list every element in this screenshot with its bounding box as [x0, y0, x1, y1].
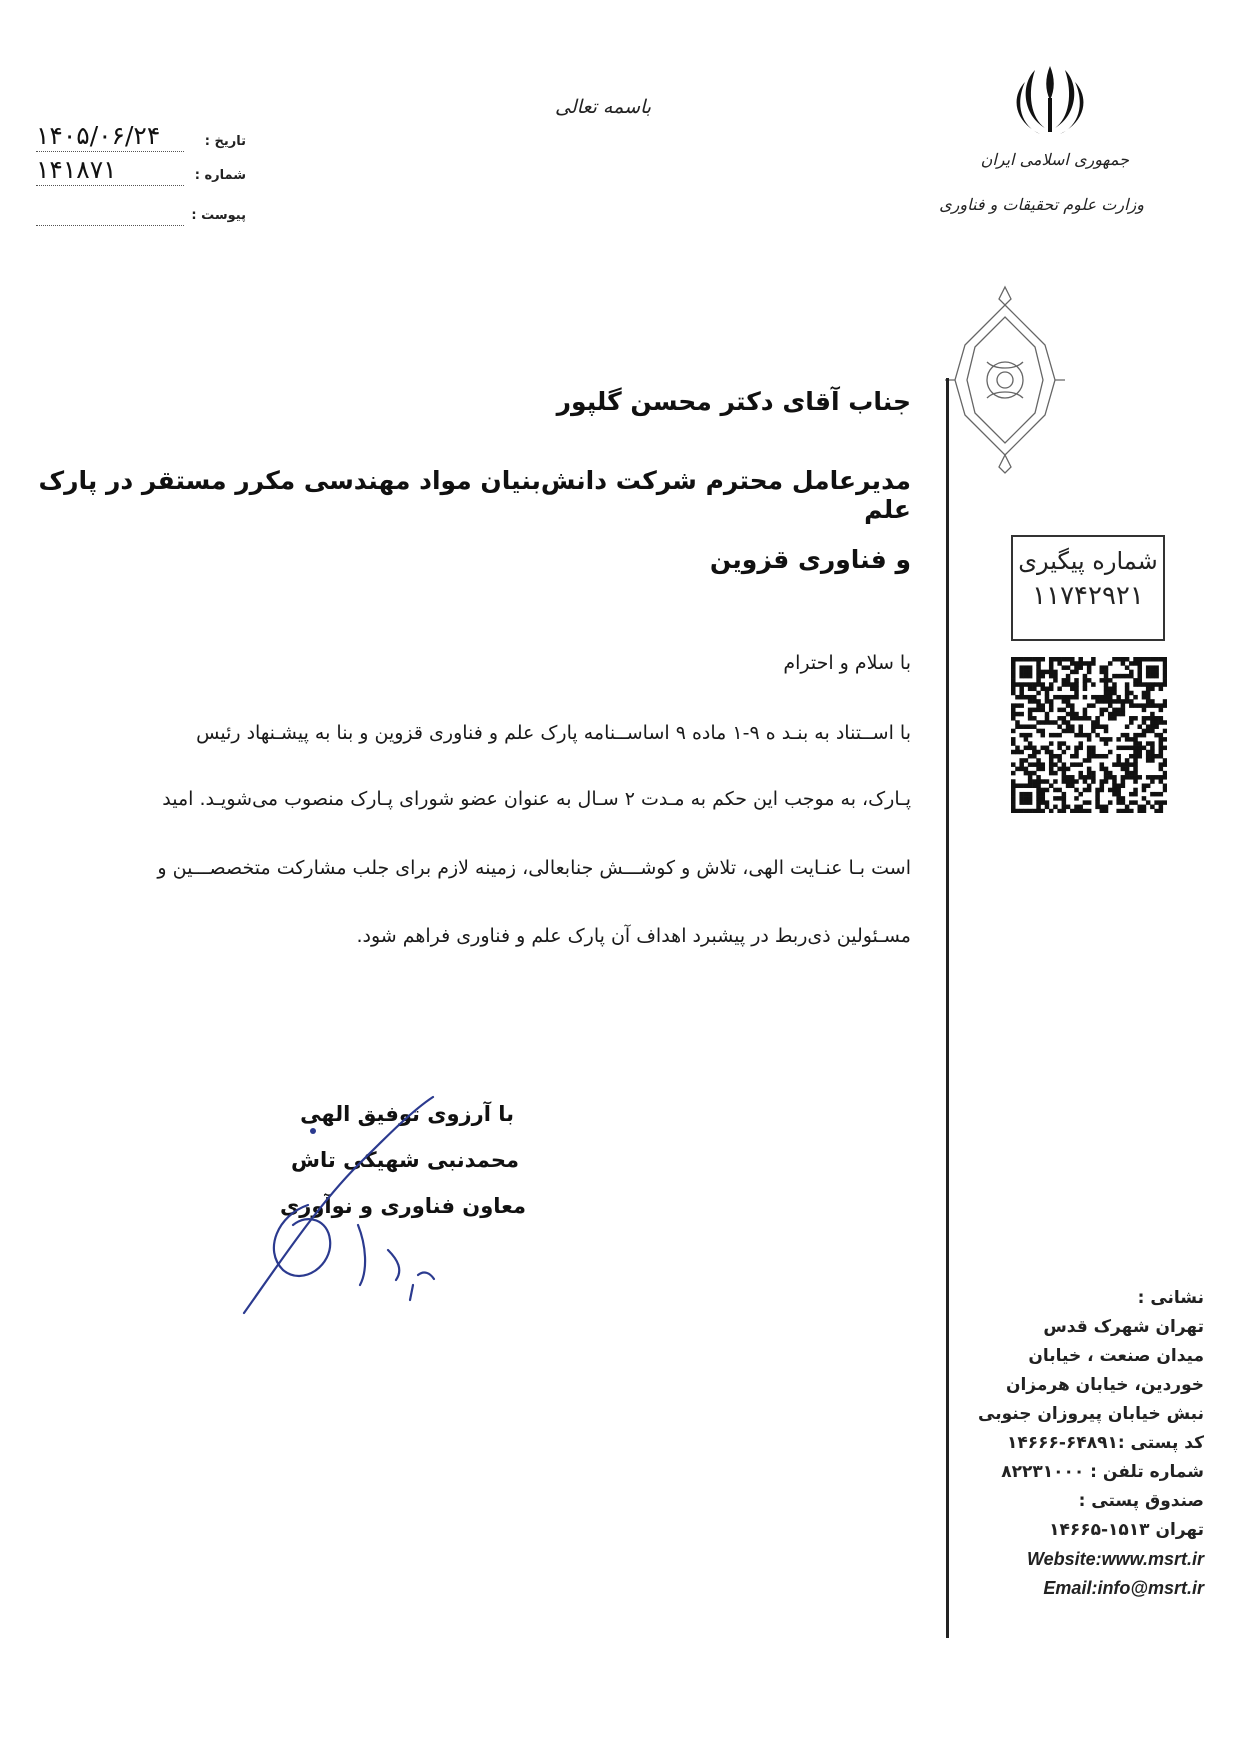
republic-title: جمهوری اسلامی ایران	[980, 150, 1129, 169]
number-value: ۱۴۱۸۷۱	[36, 155, 117, 184]
date-label: تاریخ :	[204, 134, 246, 149]
ornament-icon	[945, 285, 1065, 475]
tracking-label: شماره پیگیری	[1018, 547, 1158, 575]
phone-number: شماره تلفن : ۸۲۲۳۱۰۰۰	[1001, 1462, 1204, 1482]
attachment-label: پیوست :	[191, 208, 246, 223]
body-line: مسـئولین ذی‌ربط در پیشبرد اهداف آن پارک علم و فناوری فراهم شود.	[356, 925, 911, 947]
body-line: با اســتناد به بنـد ه ۹-۱ ماده ۹ اساســنامه پارک علم و فناوری قزوین و بنا به پیشـنهاد رئیس	[196, 722, 911, 744]
address-line: نبش خیابان پیروزان جنوبی	[978, 1404, 1204, 1424]
address-label: نشانی :	[1137, 1288, 1204, 1308]
address-line: خوردین، خیابان هرمزان	[1005, 1375, 1204, 1395]
website-link[interactable]: Website:www.msrt.ir	[1026, 1549, 1204, 1569]
email-link[interactable]: Email:info@msrt.ir	[1043, 1578, 1204, 1598]
signatory-name: محمدنبی شهیکی تاش	[291, 1148, 519, 1172]
recipient-title-line2: و فناوری قزوین	[709, 545, 911, 574]
pobox-label: صندوق پستی :	[1078, 1491, 1204, 1511]
ministry-title: وزارت علوم تحقیقات و فناوری	[939, 195, 1144, 214]
attachment-row	[36, 200, 246, 230]
tracking-box	[1011, 535, 1165, 641]
number-line	[36, 185, 184, 186]
bismillah-heading: باسمه تعالی	[555, 96, 652, 118]
iran-emblem-icon	[1005, 60, 1095, 140]
number-label: شماره :	[194, 168, 246, 183]
handwritten-signature	[238, 1075, 438, 1315]
address-line: میدان صنعت ، خیابان	[1028, 1346, 1204, 1366]
postal-code: کد پستی :۶۴۸۹۱-۱۴۶۶۶	[1006, 1433, 1204, 1453]
pobox-value: تهران ۱۵۱۳-۱۴۶۶۵	[1049, 1520, 1204, 1540]
recipient-title-line1: مدیرعامل محترم شرکت دانش‌بنیان مواد مهندسی مکرر مستقر در پارک علم	[38, 466, 911, 524]
recipient-name: جناب آقای دکتر محسن گلپور	[556, 387, 911, 416]
address-block	[944, 1284, 1204, 1603]
qr-code-icon	[1011, 657, 1167, 813]
address-line: تهران شهرک قدس	[1043, 1317, 1204, 1337]
signatory-title: معاون فناوری و نوآوری	[280, 1194, 526, 1218]
body-line: پـارک، به موجب این حکم به مـدت ۲ سـال به عنوان عضو شورای پـارک منصوب می‌شویـد. امید	[162, 788, 911, 810]
tracking-number: ۱۱۷۴۲۹۲۱	[1032, 581, 1144, 611]
body-line: است بـا عنـایت الهی، تلاش و کوشـــش جنابعالی، زمینه لازم برای جلب مشارکت متخصصـــین و	[157, 857, 911, 879]
greeting: با سلام و احترام	[783, 652, 911, 674]
date-line	[36, 151, 184, 152]
date-value: ۱۴۰۵/۰۶/۲۴	[36, 121, 161, 150]
closing-phrase: با آرزوی توفیق الهی	[300, 1102, 514, 1126]
number-row	[36, 155, 246, 190]
attachment-line	[36, 225, 184, 226]
date-row	[36, 121, 246, 156]
